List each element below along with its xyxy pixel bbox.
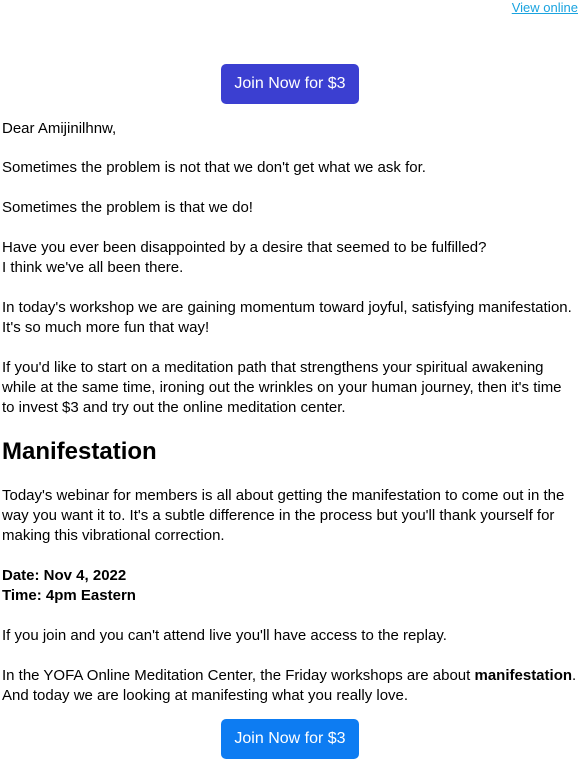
paragraph-2: Sometimes the problem is that we do! — [2, 199, 253, 216]
paragraph-8 — [2, 666, 578, 706]
top-cta-row — [0, 64, 580, 104]
paragraph-8-bold: manifestation — [474, 667, 573, 684]
join-now-button-bottom[interactable]: Join Now for $3 — [221, 719, 358, 759]
paragraph-6: Today's webinar for members is all about getting the manifestation to come out in the way you want it to. It's a subtle difference in the process but you'll thank yourself for making this vibrational correction. — [2, 487, 565, 544]
paragraph-3-line-2: I think we've all been there. — [2, 259, 184, 276]
paragraph-8-start: In the YOFA Online Meditation Center, the Friday workshops are about — [2, 667, 475, 684]
paragraph-4: In today's workshop we are gaining momentum toward joyful, satisfying manifestation. It's so much more fun that way! — [2, 299, 572, 336]
event-date: Date: Nov 4, 2022 — [2, 567, 127, 584]
event-details — [2, 566, 578, 606]
paragraph-7: If you join and you can't attend live you'll have access to the replay. — [2, 627, 447, 644]
paragraph-3 — [2, 238, 578, 278]
view-online-row — [512, 0, 578, 18]
paragraph-1: Sometimes the problem is not that we don't get what we ask for. — [2, 159, 426, 176]
paragraph-5: If you'd like to start on a meditation path that strengthens your spiritual awakening while at the same time, ironing out the wrinkles on your human journey, then it's time to invest $3 and try out the online meditation center. — [2, 359, 562, 416]
join-now-button-top[interactable]: Join Now for $3 — [221, 64, 358, 104]
greeting: Dear Amijinilhnw, — [2, 120, 117, 137]
bottom-cta-row — [0, 719, 580, 759]
paragraph-3-line-1: Have you ever been disappointed by a desire that seemed to be fulfilled? — [2, 239, 487, 256]
paragraph-8-end: . And today we are looking at manifesting what you really love. — [2, 667, 577, 704]
email-body — [2, 119, 578, 726]
view-online-link[interactable]: View online — [511, 0, 578, 15]
event-time: Time: 4pm Eastern — [2, 587, 136, 604]
section-heading: Manifestation — [2, 438, 157, 465]
